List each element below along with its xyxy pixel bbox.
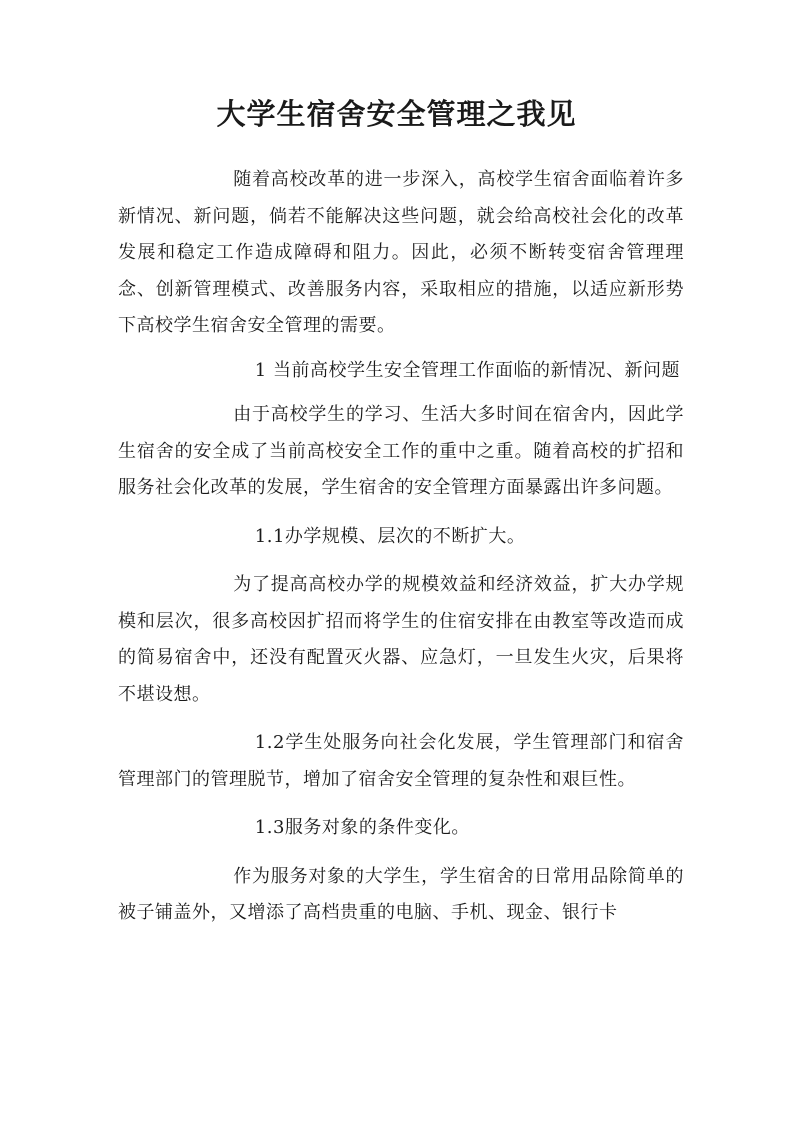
subsection-heading-1-1: 1.1办学规模、层次的不断扩大。 (254, 525, 526, 547)
subsection-heading-1-3: 1.3服务对象的条件变化。 (254, 817, 470, 838)
subsection-paragraph-1-2: 1.2学生处服务向社会化发展，学生管理部门和宿舍管理部门的管理脱节，增加了宿舍安全管理的复杂性和艰巨性。 (118, 732, 684, 790)
paragraph-intro: 随着高校改革的进一步深入，高校学生宿舍面临着许多新情况、新问题，倘若不能解决这些问题，就会给高校社会化的改革发展和稳定工作造成障碍和阻力。因此，必须不断转变宿舍管理理念、创新管理模式、改善服务内容，采取相应的措施，以适应新形势下高校学生宿舍安全管理的需要。 (118, 169, 684, 336)
document-title: 大学生宿舍安全管理之我见 (216, 97, 577, 131)
section-heading-1: 1 当前高校学生安全管理工作面临的新情况、新问题 (254, 359, 680, 381)
document-body (118, 162, 684, 932)
paragraph-section-1: 由于高校学生的学习、生活大多时间在宿舍内，因此学生宿舍的安全成了当前高校安全工作的重中之重。随着高校的扩招和服务社会化改革的发展，学生宿舍的安全管理方面暴露出许多问题。 (118, 404, 684, 498)
paragraph-1-1: 为了提高高校办学的规模效益和经济效益，扩大办学规模和层次，很多高校因扩招而将学生的住宿安排在由教室等改造而成的简易宿舍中，还没有配置灭火器、应急灯，一旦发生火灾，后果将不堪设想。 (118, 574, 684, 705)
paragraph-1-3: 作为服务对象的大学生，学生宿舍的日常用品除简单的被子铺盖外，又增添了高档贵重的电脑、手机、现金、银行卡 (118, 865, 684, 923)
